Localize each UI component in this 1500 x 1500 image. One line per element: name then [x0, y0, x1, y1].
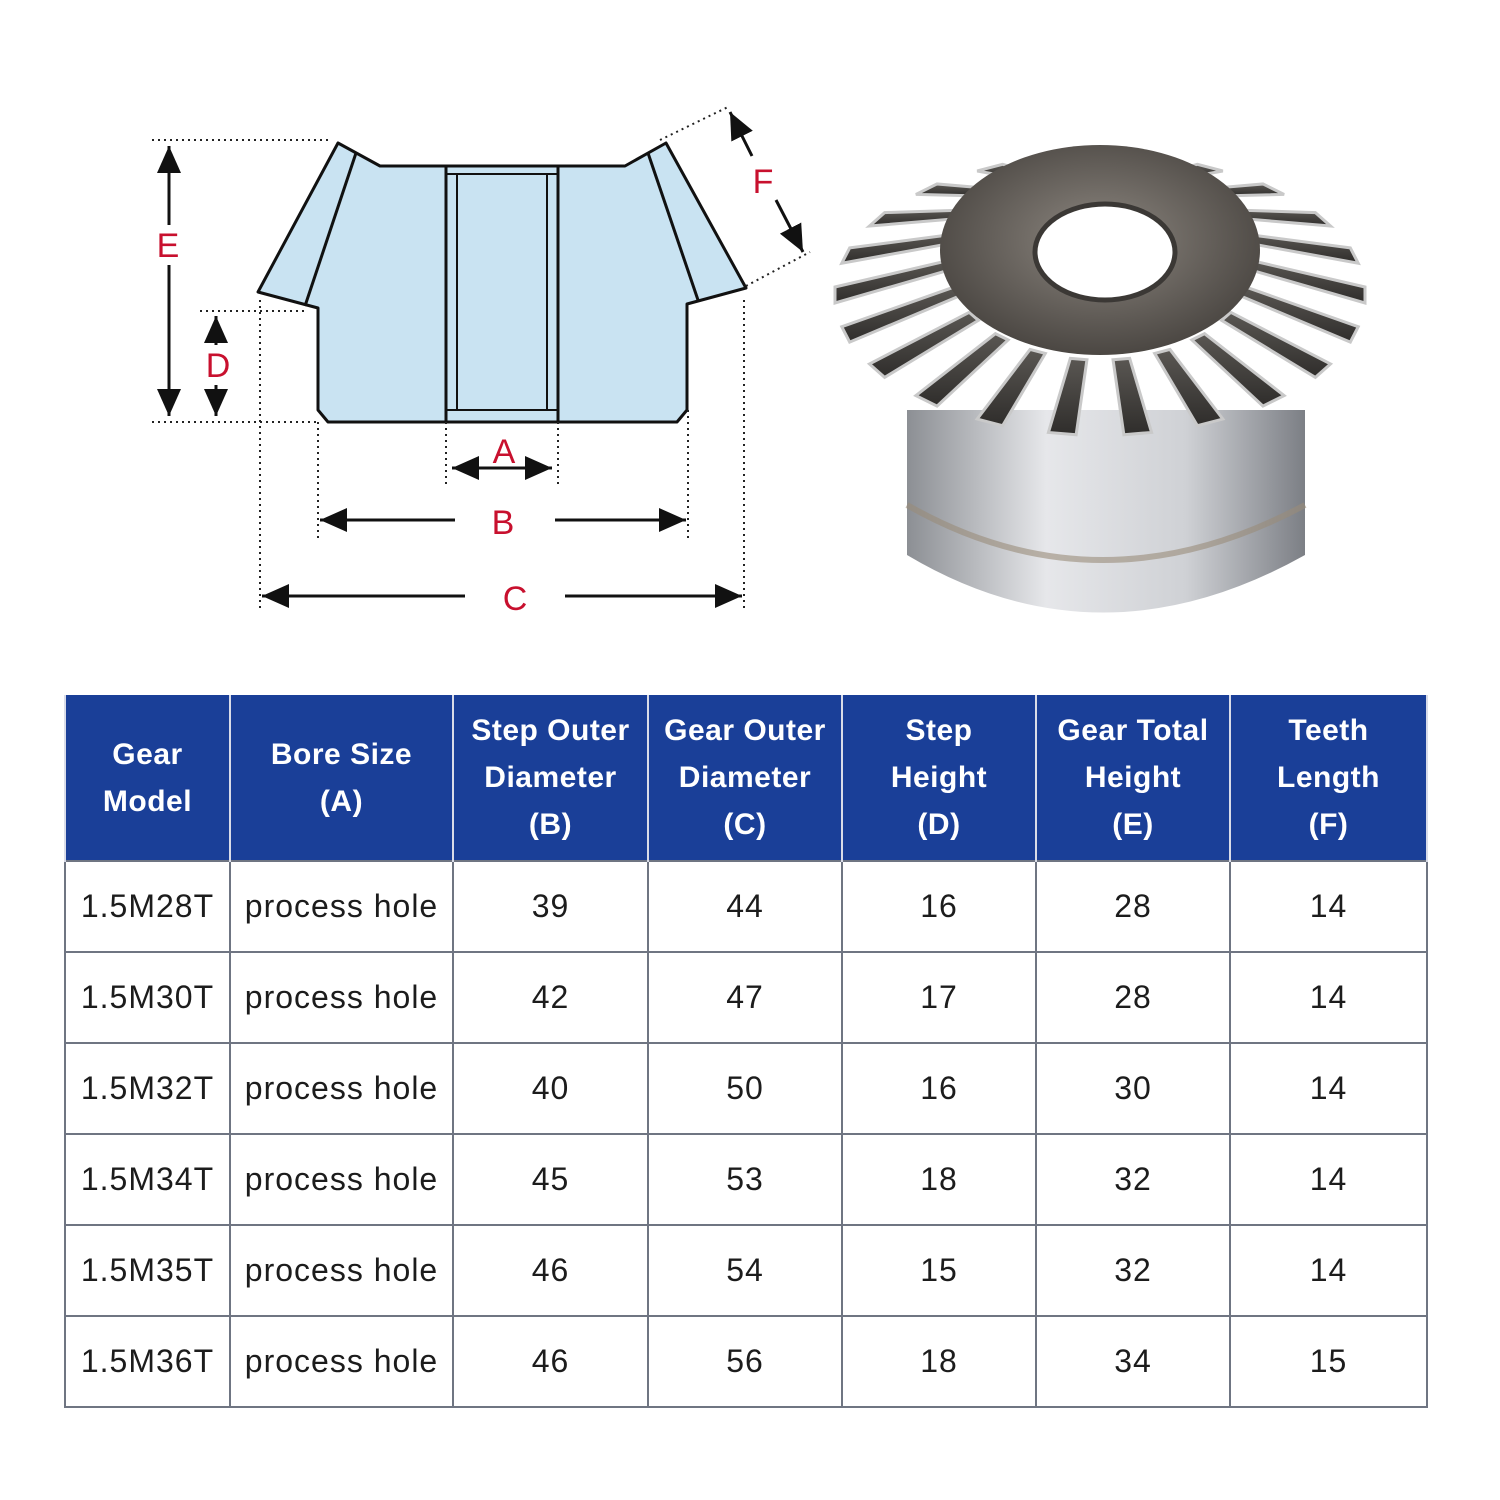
- table-cell: 1.5M34T: [65, 1134, 230, 1225]
- column-header-line: (D): [917, 808, 961, 841]
- label-c: C: [502, 580, 528, 618]
- column-header-line: Diameter: [484, 761, 617, 794]
- table-cell: 14: [1230, 861, 1427, 952]
- table-header-row: [65, 695, 1427, 861]
- table-cell: 32: [1036, 1225, 1230, 1316]
- table-cell: 18: [842, 1316, 1036, 1407]
- column-header: [842, 695, 1036, 861]
- table-cell: process hole: [230, 1134, 453, 1225]
- table-cell: 46: [453, 1316, 648, 1407]
- column-header: [230, 695, 453, 861]
- column-header: [1036, 695, 1230, 861]
- table-cell: 44: [648, 861, 842, 952]
- table-cell: 14: [1230, 1043, 1427, 1134]
- table-cell: 15: [842, 1225, 1036, 1316]
- table-cell: 28: [1036, 861, 1230, 952]
- column-header-line: Diameter: [678, 761, 812, 794]
- column-header: [648, 695, 842, 861]
- column-header: [1230, 695, 1427, 861]
- column-header: [65, 695, 230, 861]
- table-cell: 54: [648, 1225, 842, 1316]
- table-row: [65, 1225, 1427, 1316]
- table-cell: 40: [453, 1043, 648, 1134]
- table-cell: 56: [648, 1316, 842, 1407]
- column-header-line: (A): [319, 784, 364, 818]
- table-cell: 1.5M32T: [65, 1043, 230, 1134]
- table-cell: 17: [842, 952, 1036, 1043]
- table-cell: 46: [453, 1225, 648, 1316]
- column-header-line: Height: [890, 761, 988, 794]
- table-cell: 15: [1230, 1316, 1427, 1407]
- table-cell: 42: [453, 952, 648, 1043]
- table-cell: 14: [1230, 952, 1427, 1043]
- label-a: A: [492, 433, 516, 471]
- table-cell: 28: [1036, 952, 1230, 1043]
- column-header-line: Length: [1277, 761, 1380, 794]
- table-cell: 16: [842, 1043, 1036, 1134]
- table-row: [65, 1134, 1427, 1225]
- table-cell: 1.5M36T: [65, 1316, 230, 1407]
- table-cell: process hole: [230, 952, 453, 1043]
- table-cell: 30: [1036, 1043, 1230, 1134]
- table-cell: 1.5M35T: [65, 1225, 230, 1316]
- dimension-diagram: [0, 0, 820, 660]
- table-cell: 39: [453, 861, 648, 952]
- column-header-line: (B): [528, 808, 573, 841]
- table-cell: 16: [842, 861, 1036, 952]
- table-cell: 50: [648, 1043, 842, 1134]
- spec-table: [64, 695, 1428, 1408]
- column-header-line: Step: [905, 714, 973, 747]
- column-header: [453, 695, 648, 861]
- label-e: E: [156, 227, 180, 265]
- table-header: [65, 695, 1427, 861]
- column-header-line: Gear: [112, 737, 183, 771]
- table-cell: 47: [648, 952, 842, 1043]
- table-row: [65, 1316, 1427, 1407]
- column-header-line: Bore Size: [270, 737, 413, 771]
- table-cell: process hole: [230, 1316, 453, 1407]
- table-cell: 14: [1230, 1225, 1427, 1316]
- table-row: [65, 952, 1427, 1043]
- table-body: [65, 861, 1427, 1407]
- table-cell: 34: [1036, 1316, 1230, 1407]
- column-header-line: Gear Total: [1057, 714, 1209, 747]
- table-cell: 53: [648, 1134, 842, 1225]
- table-cell: 14: [1230, 1134, 1427, 1225]
- table-cell: 32: [1036, 1134, 1230, 1225]
- column-header-line: (F): [1308, 808, 1349, 841]
- table-cell: 1.5M30T: [65, 952, 230, 1043]
- table-cell: process hole: [230, 1043, 453, 1134]
- table-row: [65, 1043, 1427, 1134]
- table-cell: process hole: [230, 861, 453, 952]
- gear-cross-section: [258, 143, 746, 422]
- label-b: B: [491, 504, 515, 542]
- label-f: F: [752, 163, 774, 201]
- table-cell: process hole: [230, 1225, 453, 1316]
- table-row: [65, 861, 1427, 952]
- table-cell: 45: [453, 1134, 648, 1225]
- bevel-gear-photo: [820, 110, 1380, 640]
- column-header-line: Model: [102, 784, 193, 818]
- label-d: D: [205, 347, 231, 385]
- column-header-line: (C): [723, 808, 767, 841]
- column-header-line: (E): [1112, 808, 1154, 841]
- column-header-line: Gear Outer: [664, 714, 826, 747]
- column-header-line: Teeth: [1288, 714, 1369, 747]
- column-header-line: Height: [1084, 761, 1182, 794]
- table-cell: 18: [842, 1134, 1036, 1225]
- column-header-line: Step Outer: [471, 714, 630, 747]
- table-cell: 1.5M28T: [65, 861, 230, 952]
